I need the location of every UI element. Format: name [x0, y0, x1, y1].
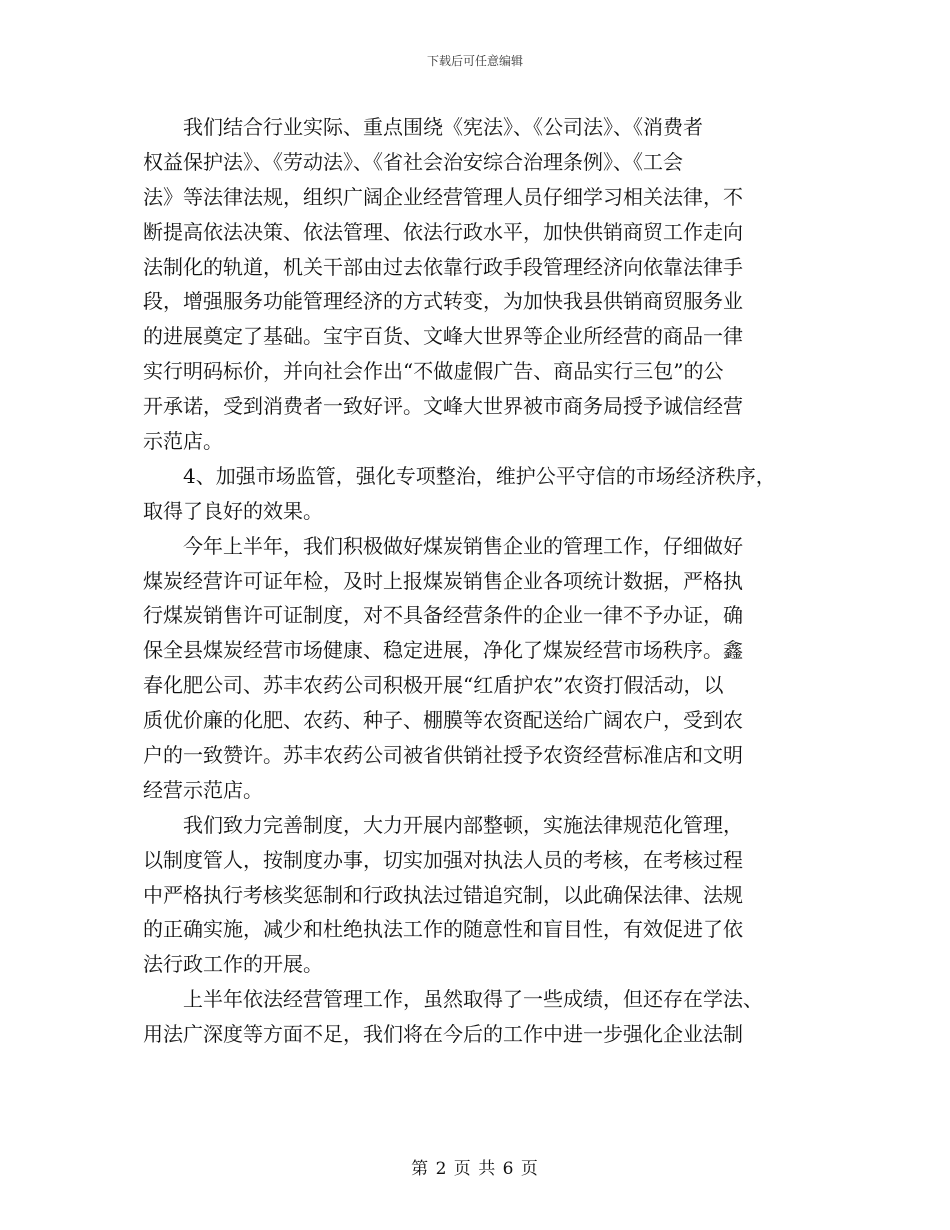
text-line: 的进展奠定了基础。宝宇百货、文峰大世界等企业所经营的商品一律	[143, 324, 743, 349]
text-line: 经营示范店。	[143, 777, 263, 802]
text-line: 春化肥公司、苏丰农药公司积极开展“红盾护农”农资打假活动，以	[143, 673, 724, 698]
text-line: 4、加强市场监管，强化专项整治，维护公平守信的市场经济秩序，	[143, 463, 776, 488]
text-line: 用法广深度等方面不足，我们将在今后的工作中进一步强化企业法制	[143, 1022, 743, 1047]
text-line: 法》等法律法规，组织广阔企业经营管理人员仔细学习相关法律，不	[143, 184, 743, 209]
page-header: 下载后可任意编辑	[426, 54, 523, 68]
text-line: 法行政工作的开展。	[143, 952, 323, 977]
text-line: 行煤炭销售许可证制度，对不具备经营条件的企业一律不予办证，确	[143, 603, 743, 628]
text-line: 我们致力完善制度，大力开展内部整顿，实施法律规范化管理，	[143, 812, 743, 837]
text-line: 的正确实施，减少和杜绝执法工作的随意性和盲目性，有效促进了依	[143, 917, 743, 942]
text-line: 法制化的轨道，机关干部由过去依靠行政手段管理经济向依靠法律手	[143, 254, 743, 279]
text-line: 实行明码标价，并向社会作出“不做虚假广告、商品实行三包”的公	[143, 359, 724, 384]
text-line: 保全县煤炭经营市场健康、稳定进展，净化了煤炭经营市场秩序。鑫	[143, 638, 743, 663]
text-line: 中严格执行考核奖惩制和行政执法过错追究制，以此确保法律、法规	[143, 882, 743, 907]
text-line: 开承诺，受到消费者一致好评。文峰大世界被市商务局授予诚信经营	[143, 394, 743, 419]
text-line: 权益保护法》、《劳动法》、《省社会治安综合治理条例》、《工会	[143, 149, 683, 174]
text-line: 断提高依法决策、依法管理、依法行政水平，加快供销商贸工作走向	[143, 219, 743, 244]
page-number: 第 2 页 共 6 页	[411, 1159, 539, 1179]
document-body	[143, 110, 823, 1052]
text-line: 我们结合行业实际、重点围绕《宪法》、《公司法》、《消费者	[143, 115, 703, 139]
text-line: 取得了良好的效果。	[143, 498, 323, 523]
text-line: 今年上半年，我们积极做好煤炭销售企业的管理工作，仔细做好	[143, 533, 743, 558]
text-line: 户的一致赞许。苏丰农药公司被省供销社授予农资经营标准店和文明	[143, 743, 743, 768]
text-line: 上半年依法经营管理工作，虽然取得了一些成绩，但还存在学法、	[143, 987, 763, 1012]
text-line: 以制度管人，按制度办事，切实加强对执法人员的考核，在考核过程	[143, 847, 743, 872]
text-line: 煤炭经营许可证年检，及时上报煤炭销售企业各项统计数据，严格执	[143, 568, 743, 593]
text-line: 质优价廉的化肥、农药、种子、棚膜等农资配送给广阔农户，受到农	[143, 708, 743, 733]
text-line: 示范店。	[143, 429, 223, 454]
text-line: 段，增强服务功能管理经济的方式转变，为加快我县供销商贸服务业	[143, 289, 743, 314]
